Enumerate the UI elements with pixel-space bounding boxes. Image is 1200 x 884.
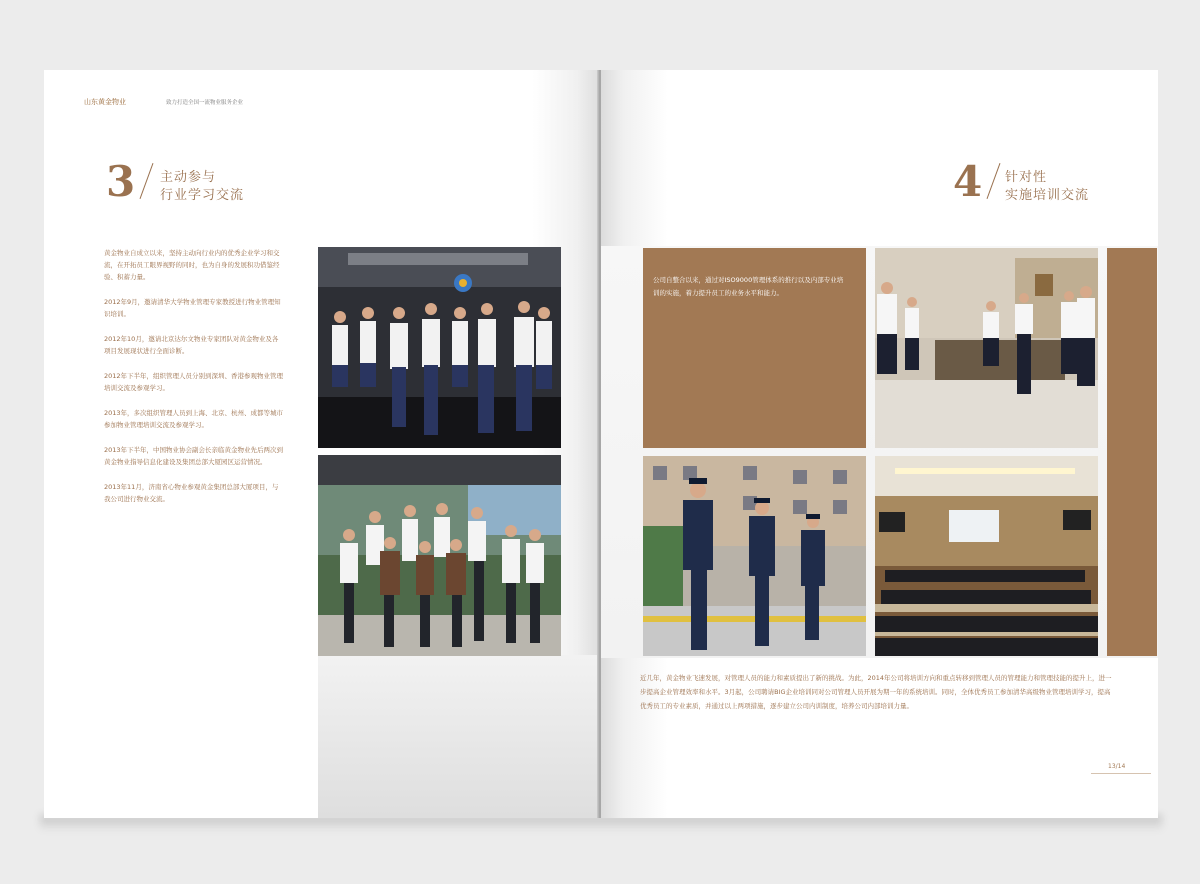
- header-tagline: 致力打造全国一流物业服务企业: [166, 100, 244, 106]
- staff-reception-photo: [875, 248, 1098, 448]
- section-title-line1: 主动参与: [160, 170, 217, 185]
- page-number: 13/14: [1108, 763, 1126, 770]
- training-description: 近几年，黄金物业飞速发展，对管理人员的能力和素质提出了新的挑战。为此，2014年公司将培训方向和重点转移到管理人员的管理能力和管理技能的提升上，进一步提高企业管理效率和水平。3月起，公司聘请BIG企业培训同对公司管理人员开展为期一年的系统培训。同时，全体优秀员工参加清华高级物业管理培训学习，提高优秀员工的专业素质，并通过以上两项措施，逐步建立公司内训制度，培养公司内部培训力量。: [640, 674, 1112, 710]
- training-hall-photo: [875, 456, 1098, 656]
- paragraph: 2013年，多次组织管理人员到上海、北京、杭州、成都等城市参加物业管理培训交流及参观学习。: [104, 409, 284, 429]
- group-photo-outdoor: [318, 455, 561, 656]
- paragraph: 2012年9月，邀请清华大学物业管理专家教授进行物业管理知识培训。: [104, 298, 281, 318]
- intro-text-box: [643, 248, 866, 448]
- section-number-4: 4: [953, 157, 983, 206]
- paragraph: 黄金物业自成立以来，坚持主动向行业内的优秀企业学习和交流，在开拓员工眼界视野的同时，也为自身的发展积功借鉴经验、积蓄力量。: [104, 249, 280, 281]
- left-body-text: [104, 247, 284, 518]
- paragraph: 2012年下半年，组织管理人员分别到深圳、香港参观物业管理培训交流及参观学习。: [104, 372, 284, 392]
- brand-name: 山东黄金物业: [84, 98, 126, 106]
- left-page: [44, 70, 599, 818]
- section-divider: [140, 163, 154, 199]
- group-photo-lobby: [318, 247, 561, 448]
- section-title-line2: 行业学习交流: [160, 188, 245, 203]
- accent-strip: [1107, 248, 1157, 656]
- paragraph: 2013年下半年，中国物业协会副会长亲临黄金物业先后两次到黄金物业指导信息化建设及集团总部大厦园区运营情况。: [104, 446, 284, 466]
- right-page: [601, 70, 1158, 818]
- paragraph: 2013年11月，济南省心物业参观黄金集团总部大厦项目，与我公司进行物业交流。: [104, 483, 279, 503]
- intro-text: 公司自整合以来，通过对ISO9000管理体系的推行以及内部专业培训的实施，着力提升员工的业务水平和能力。: [653, 276, 844, 297]
- section-divider: [987, 163, 1001, 199]
- security-guards-photo: [643, 456, 866, 656]
- section-title-3: [160, 169, 244, 205]
- section-number-3: 3: [106, 157, 136, 206]
- section-title-4: [1005, 169, 1089, 205]
- grey-band: [318, 655, 599, 818]
- paragraph: 2012年10月，邀请北京达尔文物业专家团队对黄金物业及各项目发展现状进行全面诊断。: [104, 335, 279, 355]
- section-title-line1: 针对性: [1005, 170, 1048, 185]
- section-title-line2: 实施培训交流: [1005, 188, 1090, 203]
- page-number-rule: [1091, 773, 1151, 774]
